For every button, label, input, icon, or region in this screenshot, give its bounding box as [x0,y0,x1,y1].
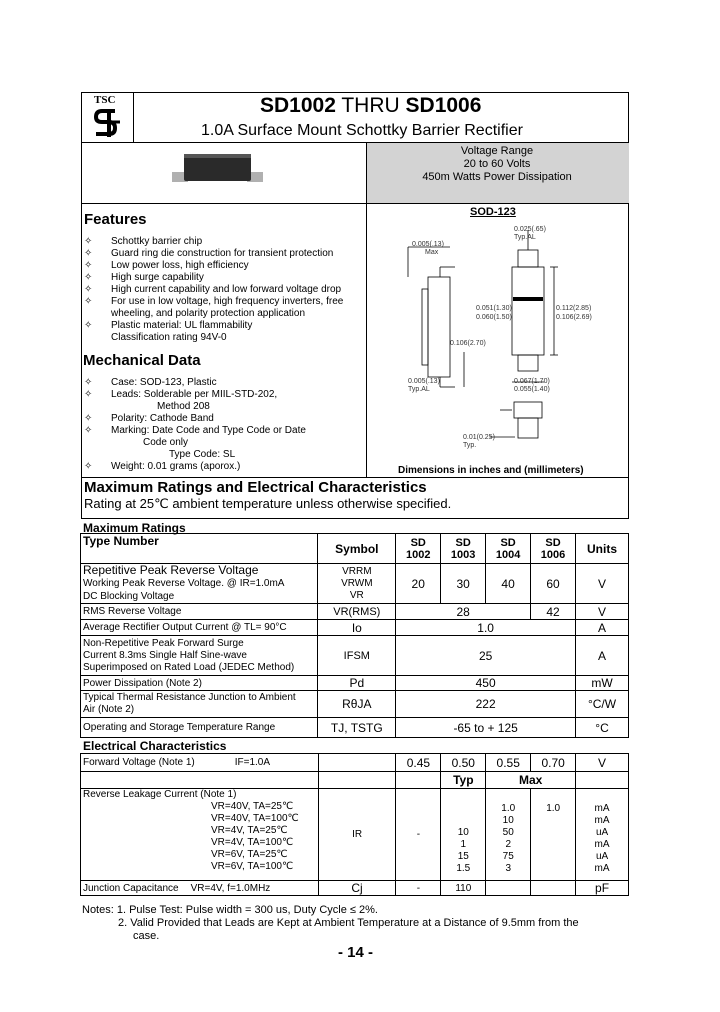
row-label: Repetitive Peak Reverse Voltage Working Peak Reverse Voltage. @ IR=1.0mA DC Blocking Voltage [81,564,318,604]
row-symbol [318,772,396,789]
col-units: Units [576,534,629,564]
row-label: Power Dissipation (Note 2) [81,676,318,691]
row-symbol: VRRM VRWM VR [318,564,396,604]
cell-unit: pF [576,881,629,896]
row-symbol: IFSM [318,636,396,676]
row-label: Junction Capacitance VR=4V, f=1.0MHz [81,881,319,896]
max-ratings-table [80,533,629,738]
page-number: - 14 - [338,944,374,961]
row-label: Reverse Leakage Current (Note 1) VR=40V, TA=25℃ VR=40V, TA=100℃ VR=4V, TA=25℃ VR=4V, TA=100℃ VR=6V, TA=25℃ VR=6V, TA=100℃ [81,789,319,881]
package-name: SOD-123 [470,206,516,218]
table-header-row [81,534,629,564]
table-row [81,636,629,676]
cell-value [486,881,531,896]
row-symbol: RθJA [318,691,396,718]
product-photo [170,148,265,188]
note-1: Notes: 1. Pulse Test: Pulse width = 300 us, Duty Cycle ≤ 2%. [82,904,378,916]
cell-value: - [396,881,441,896]
col-sd1002: SD 1002 [396,534,441,564]
cell-value: 110 [441,881,486,896]
cell-value: 42 [531,604,576,620]
cell-value: - [396,789,441,881]
dim-label-12: 0.067(1.70) [514,378,550,385]
middle-divider [366,203,367,478]
tsc-logo-icon [93,107,123,139]
cell-value: 450 [396,676,576,691]
max-section-heading: Maximum Ratings and Electrical Characteristics [84,479,427,496]
mechanical-heading: Mechanical Data [83,352,201,369]
page-subtitle: 1.0A Surface Mount Schottky Barrier Rectifier [201,122,523,139]
dim-label-4: Typ.AL [514,234,536,241]
table-row [81,564,629,604]
row-symbol: TJ, TSTG [318,718,396,738]
dim-label-1: 0.005(.13) [412,241,444,248]
max-header: Max [486,772,576,789]
col-sd1003: SD 1003 [441,534,486,564]
table-row [81,718,629,738]
dim-label-2: Max [425,249,439,256]
electrical-table [80,753,629,896]
row-label: RMS Reverse Voltage [81,604,318,620]
dim-label-5: 0.051(1.30) [476,305,512,312]
spec-voltage-label: Voltage Range [460,145,534,157]
dim-label-9: 0.106(2.70) [450,340,486,347]
cell-value: 60 [531,564,576,604]
col-sd1006: SD 1006 [531,534,576,564]
cell-value: 222 [396,691,576,718]
cell-unit: V [576,564,629,604]
row-symbol: Io [318,620,396,636]
page-title: SD1002 THRU SD1006 [260,94,482,117]
cell-value: 1.0 [396,620,576,636]
spec-voltage-range: 20 to 60 Volts [463,158,531,170]
electrical-title: Electrical Characteristics [83,739,227,753]
cell-value [531,881,576,896]
table-row [81,691,629,718]
dim-label-8: 0.106(2.69) [556,314,592,321]
cell-value: 0.70 [531,754,576,772]
note-2-cont: case. [133,930,160,942]
row-label [81,772,319,789]
row-label: Non-Repetitive Peak Forward Surge Current 8.3ms Single Half Sine-wave Superimposed on Rated Load (JEDEC Method) [81,636,318,676]
col-type-number: Type Number [81,534,318,564]
row-label: Typical Thermal Resistance Junction to Ambient Air (Note 2) [81,691,318,718]
table-row [81,604,629,620]
cell-value: 40 [486,564,531,604]
table-row [81,754,629,772]
spec-power: 450m Watts Power Dissipation [422,171,572,183]
cell-value: 0.45 [396,754,441,772]
cell-value [396,772,441,789]
note-2: 2. Valid Provided that Leads are Kept at Ambient Temperature at a Distance of 9.5mm from the [118,917,579,929]
cell-value: 25 [396,636,576,676]
package-caption: Dimensions in inches and (millimeters) [398,465,584,476]
cell-unit: mA mA uA mA uA mA [576,789,629,881]
dim-label-10: 0.005(.13) [408,378,440,385]
max-ratings-title: Maximum Ratings [83,521,186,535]
logo-divider [133,92,134,143]
cell-value: 20 [396,564,441,604]
dim-label-11: Typ.AL [408,386,430,393]
cell-value: 1.0 [531,789,576,881]
cell-value: 10 1 15 1.5 [441,789,486,881]
row-label: Average Rectifier Output Current @ TL= 90°C [81,620,318,636]
table-row [81,881,629,896]
row-label: Forward Voltage (Note 1) IF=1.0A [81,754,319,772]
row-symbol: IR [318,789,396,881]
table-row [81,772,629,789]
row-symbol: Cj [318,881,396,896]
dim-label-13: 0.055(1.40) [514,386,550,393]
table-row [81,676,629,691]
cell-value: -65 to + 125 [396,718,576,738]
dim-label-7: 0.112(2.85) [556,305,592,312]
features-heading: Features [84,211,147,228]
row-symbol: Pd [318,676,396,691]
max-section-subheading: Rating at 25℃ ambient temperature unless otherwise specified. [84,496,452,511]
dim-label-15: Typ. [463,442,477,449]
table-row [81,789,629,881]
cell-unit: A [576,636,629,676]
cell-value: 28 [396,604,531,620]
cell-unit [576,772,629,789]
cell-value: 30 [441,564,486,604]
cell-value: 0.55 [486,754,531,772]
cell-unit: °C/W [576,691,629,718]
cell-unit: °C [576,718,629,738]
row-symbol: VR(RMS) [318,604,396,620]
typ-header: Typ [441,772,486,789]
col-symbol: Symbol [318,534,396,564]
cell-unit: A [576,620,629,636]
dim-label-3: 0.025(.65) [514,226,546,233]
row-symbol [318,754,396,772]
cell-unit: mW [576,676,629,691]
cell-value: 0.50 [441,754,486,772]
cell-unit: V [576,604,629,620]
logo-text: TSC [94,94,116,106]
row-label: Operating and Storage Temperature Range [81,718,318,738]
dim-label-6: 0.060(1.50) [476,314,512,321]
table-row [81,620,629,636]
cell-value: 1.0 10 50 2 75 3 [486,789,531,881]
col-sd1004: SD 1004 [486,534,531,564]
cell-unit: V [576,754,629,772]
dim-label-14: 0.01(0.25) [463,434,495,441]
